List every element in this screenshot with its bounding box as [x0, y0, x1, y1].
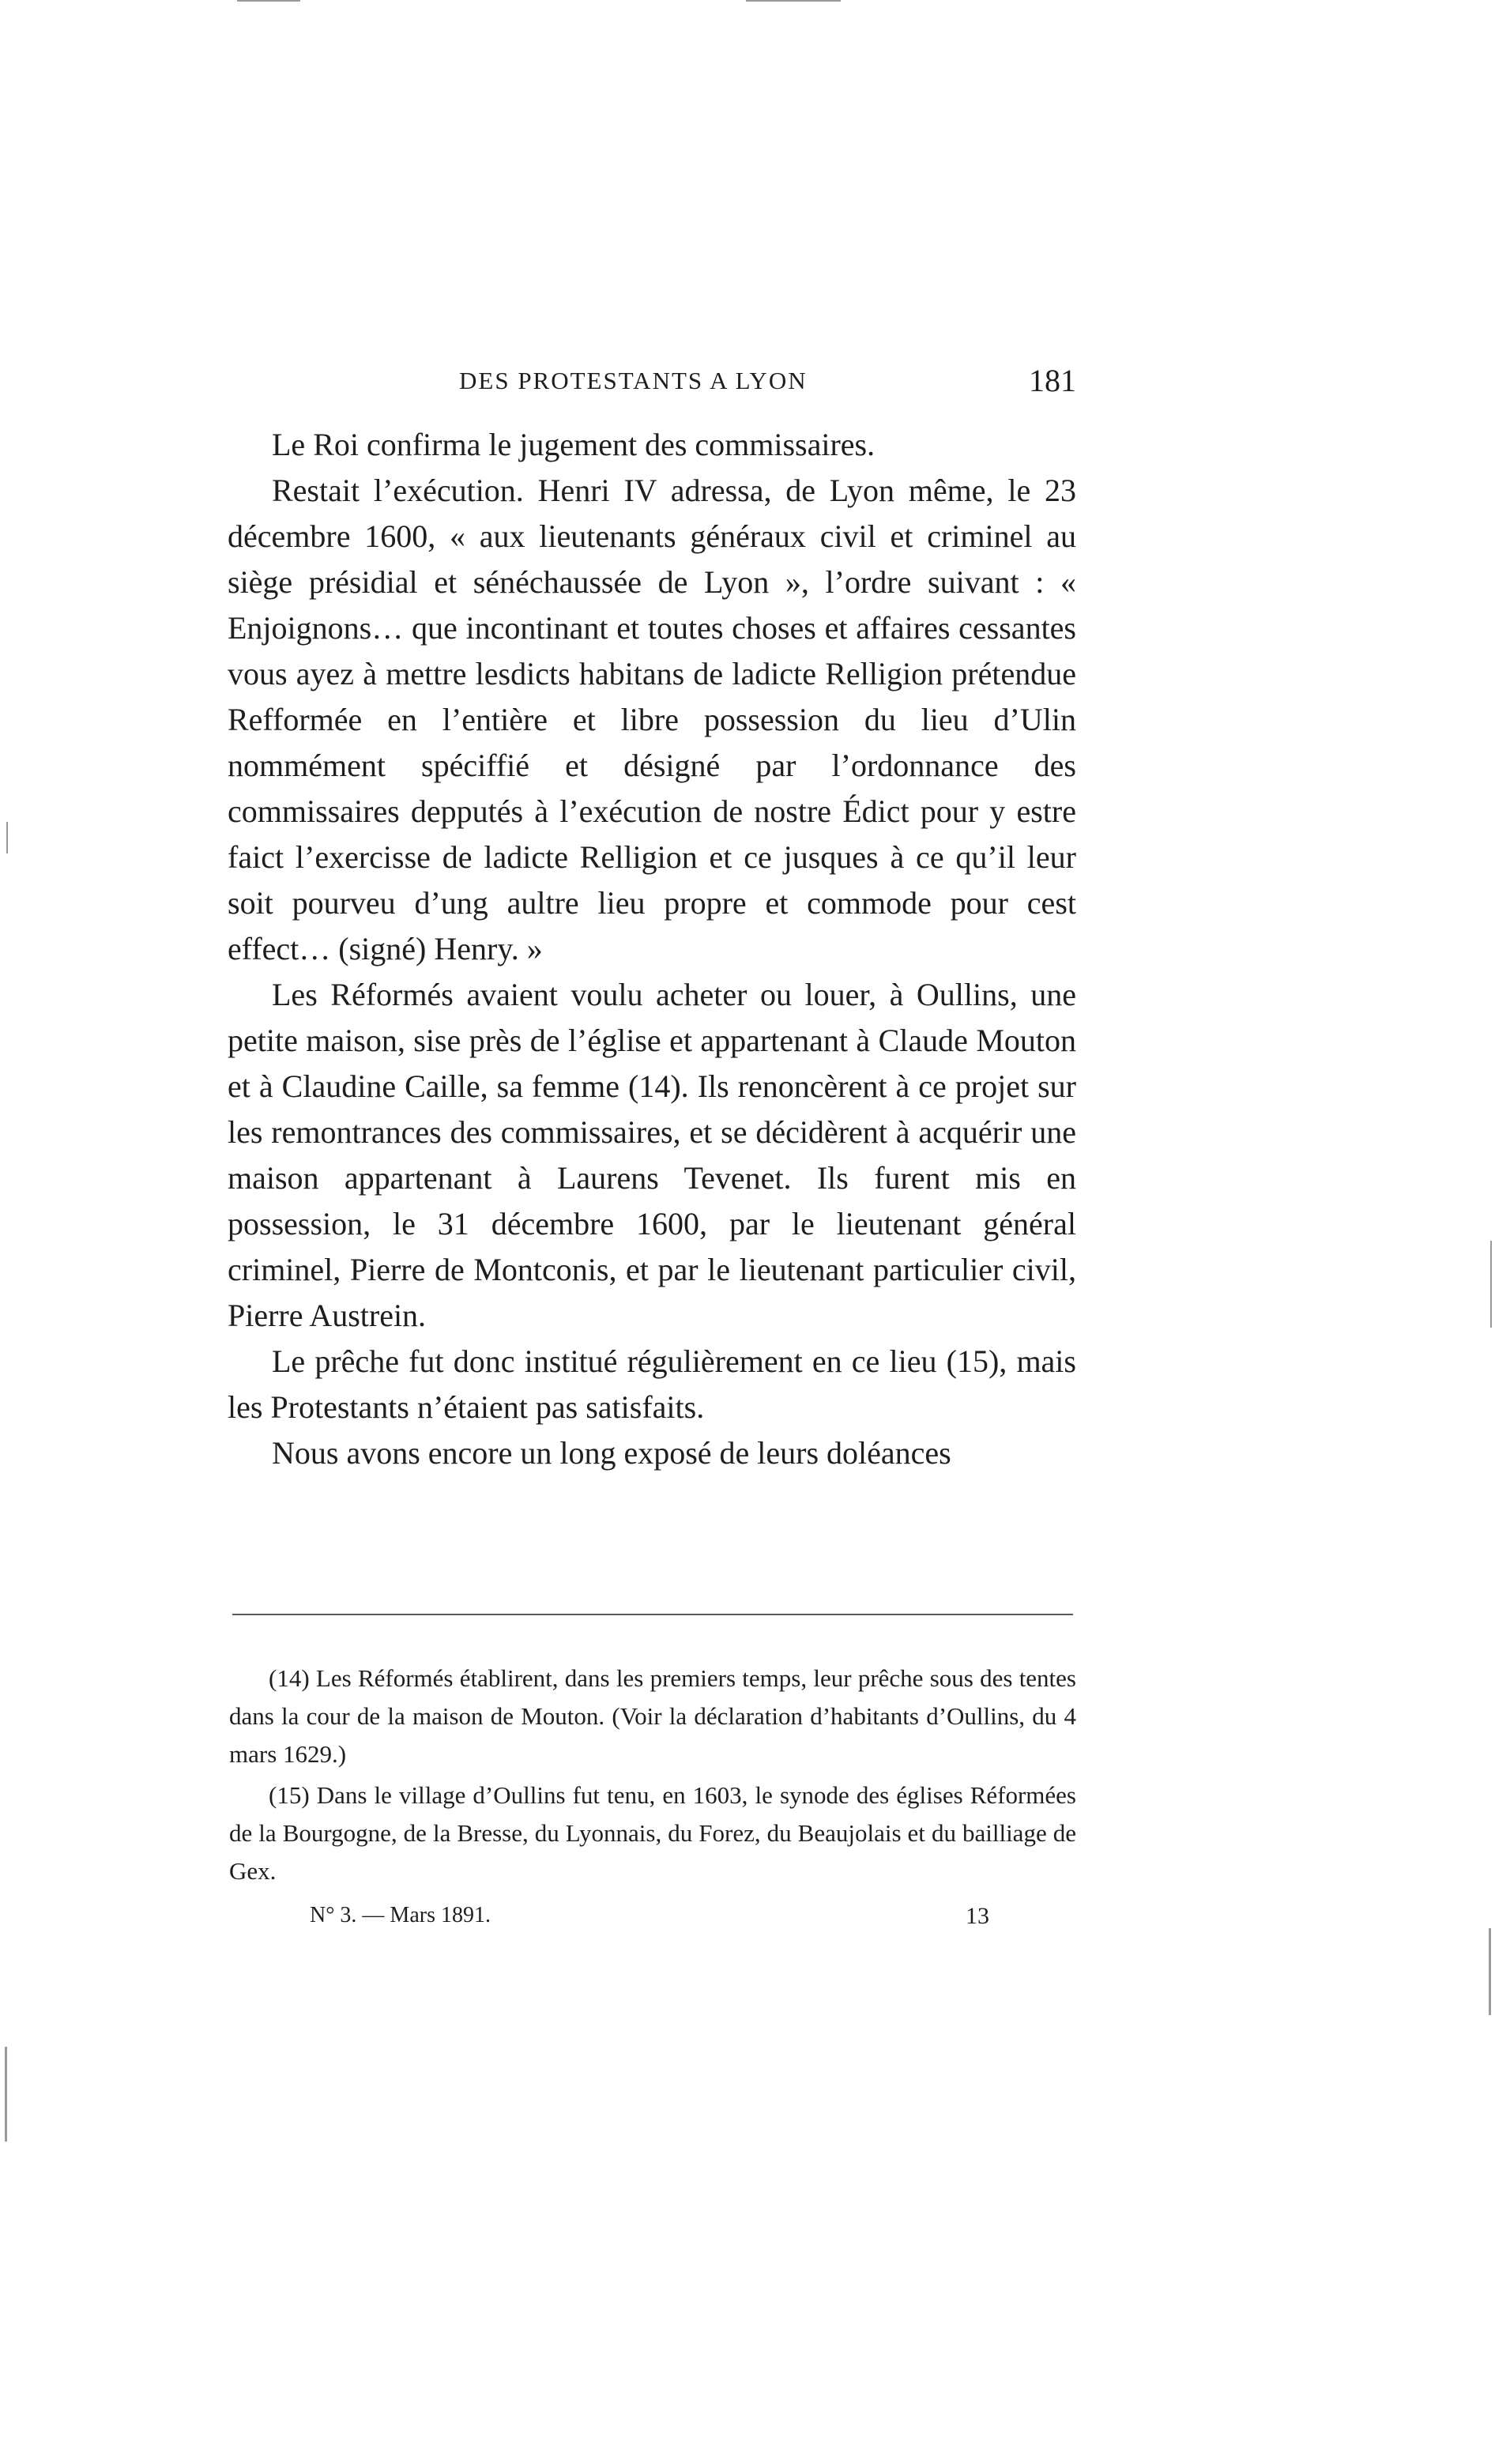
- printer-signature: [310, 1903, 989, 1938]
- paragraph: Le Roi confirma le jugement des commissaires.: [272, 427, 876, 462]
- sheet-number: 13: [966, 1903, 989, 1929]
- scan-mark-top: [237, 0, 300, 2]
- main-text: [228, 422, 1076, 1476]
- paragraph: Les Réformés avaient voulu acheter ou louer, à Oullins, une petite maison, sise près de l’église et appartenant à Claude Mouton et à Claudine Caille, sa femme (14). Ils renoncèrent à ce projet sur les remontrances des commissaires, et se décidèrent à acquérir une maison appartenant à Laurens Tevenet. Ils furent mis en possession, le 31 décembre 1600, par le lieutenant général criminel, Pierre de Montconis, et par le lieutenant particulier civil, Pierre Austrein.: [228, 977, 1076, 1333]
- scan-mark-left: [6, 822, 8, 853]
- scan-mark-left-2: [5, 2047, 7, 2142]
- page-number: 181: [1029, 363, 1076, 398]
- footnotes: [229, 1660, 1076, 1893]
- scan-mark-right: [1490, 1241, 1492, 1328]
- footnote: (14) Les Réformés établirent, dans les premiers temps, leur prêche sous des tentes dans la cour de la maison de Mouton. (Voir la déclaration d’habitants d’Oullins, du 4 mars 1629.): [229, 1664, 1076, 1768]
- issue-line: N° 3. — Mars 1891.: [310, 1903, 491, 1927]
- running-title: DES PROTESTANTS A LYON: [459, 367, 808, 394]
- running-head: [226, 362, 1076, 409]
- paragraph: Nous avons encore un long exposé de leurs doléances: [272, 1435, 951, 1471]
- footnote-rule: [232, 1614, 1073, 1615]
- scan-mark-top-2: [746, 0, 841, 2]
- paragraph: Le prêche fut donc institué régulièrement en ce lieu (15), mais les Protestants n’étaient pas satisfaits.: [228, 1343, 1076, 1425]
- paragraph: Restait l’exécution. Henri IV adressa, de Lyon même, le 23 décembre 1600, « aux lieutenants généraux civil et criminel au siège présidial et sénéchaussée de Lyon », l’ordre suivant : « Enjoignons… que incontinant et toutes choses et affaires cessantes vous ayez à mettre lesdicts habitans de ladicte Relligion prétendue Refformée en l’entière et libre possession du lieu d’Ulin nommément spéciffié et désigné par l’ordonnance des commissaires depputés à l’exécution de nostre Édict pour y estre faict l’exercisse de ladicte Relligion et ce jusques à ce qu’il leur soit pourveu d’ung aultre lieu propre et commode pour cest effect… (signé) Henry. »: [228, 473, 1076, 966]
- footnote: (15) Dans le village d’Oullins fut tenu, en 1603, le synode des églises Réformées de la Bourgogne, de la Bresse, du Lyonnais, du Forez, du Beaujolais et du bailliage de Gex.: [229, 1781, 1076, 1885]
- scan-mark-right-2: [1489, 1928, 1491, 2015]
